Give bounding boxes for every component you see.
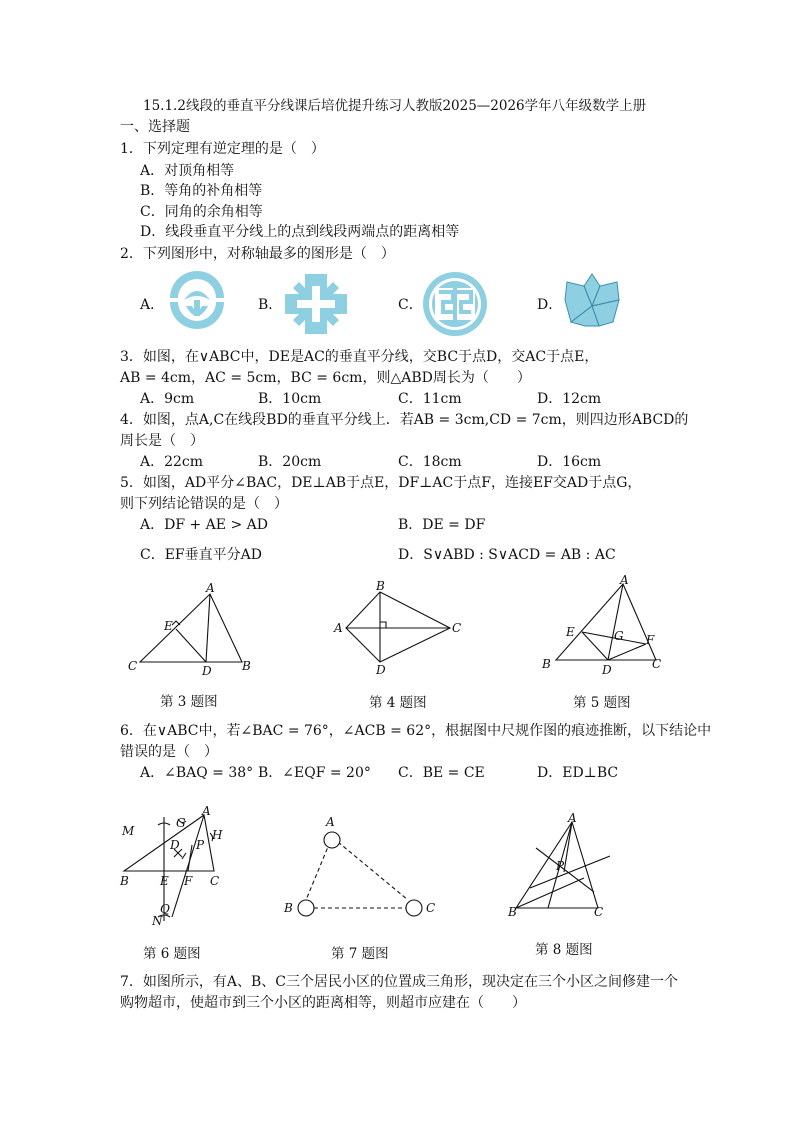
fig3-label-d: D <box>202 664 212 678</box>
fig5-label-c: C <box>652 657 662 671</box>
fig6-label-e: E <box>160 874 169 888</box>
fig6-label-m: M <box>122 824 135 838</box>
fig5-label-f: F <box>646 633 655 647</box>
q1-stem: 1．下列定理有逆定理的是（ ） <box>120 141 325 157</box>
figure-8 <box>506 812 618 922</box>
q5-option-a[interactable]: A．DF + AE > AD <box>140 517 268 533</box>
figure-5 <box>538 572 668 680</box>
fig6-label-g: G <box>176 816 186 830</box>
q4-line1: 4．如图，点A,C在线段BD的垂直平分线上．若AB = 3cm,CD = 7cm，则四边形ABCD的 <box>120 412 689 428</box>
logo-b-icon <box>283 272 349 336</box>
fig4-label-a: A <box>334 621 343 635</box>
logo-c-icon <box>421 270 489 338</box>
caption-fig8: 第 8 题图 <box>535 942 593 958</box>
q6-option-c[interactable]: C．BE = CE <box>398 765 485 781</box>
fig5-label-g: G <box>614 629 624 643</box>
q7-line1: 7．如图所示，有A、B、C三个居民小区的位置成三角形，现决定在三个小区之间修建一个 <box>120 974 679 990</box>
q6-option-b[interactable]: B．∠EQF = 20° <box>258 765 371 781</box>
fig7-label-c: C <box>426 901 436 915</box>
fig5-label-e: E <box>566 625 575 639</box>
q4-option-c[interactable]: C．18cm <box>398 454 462 470</box>
q2-option-a[interactable]: A． <box>140 297 165 313</box>
fig8-label-p: P <box>556 859 565 873</box>
fig6-label-p: P <box>196 838 205 852</box>
logo-d-icon <box>559 272 625 336</box>
fig8-label-b: B <box>508 905 517 919</box>
q6-line2: 错误的是（ ） <box>120 744 218 760</box>
q3-option-b[interactable]: B．10cm <box>258 391 322 407</box>
q2-stem: 2．下列图形中，对称轴最多的图形是（ ） <box>120 246 395 262</box>
fig5-label-d: D <box>602 663 612 677</box>
q4-line2: 周长是（ ） <box>120 433 204 449</box>
q6-line1: 6．在∨ABC中，若∠BAC = 76°，∠ACB = 62°，根据图中尺规作图的痕迹推断，以下结论中 <box>120 723 712 739</box>
q6-option-a[interactable]: A．∠BAQ = 38° <box>140 765 254 781</box>
q1-option-b[interactable]: B．等角的补角相等 <box>140 183 263 199</box>
fig6-label-a: A <box>202 804 211 818</box>
q5-line1: 5．如图，AD平分∠BAC，DE⊥AB于点E，DF⊥AC于点F，连接EF交AD于点G， <box>120 475 642 491</box>
fig3-label-a: A <box>206 581 215 595</box>
q3-line1: 3．如图，在∨ABC中，DE是AC的垂直平分线，交BC于点D，交AC于点E， <box>120 349 599 365</box>
q4-option-a[interactable]: A．22cm <box>140 454 204 470</box>
q1-option-a[interactable]: A．对顶角相等 <box>140 163 235 179</box>
figure-3 <box>120 580 260 680</box>
section-heading: 一、选择题 <box>120 119 190 135</box>
q6-option-d[interactable]: D．ED⊥BC <box>537 765 619 781</box>
fig4-label-c: C <box>452 621 462 635</box>
figure-6 <box>116 804 228 928</box>
fig7-label-b: B <box>284 901 293 915</box>
q3-option-c[interactable]: C．11cm <box>398 391 462 407</box>
fig6-label-f: F <box>184 874 193 888</box>
q3-option-d[interactable]: D．12cm <box>537 391 602 407</box>
fig3-label-c: C <box>128 659 138 673</box>
fig4-label-d: D <box>376 663 386 677</box>
q7-line2: 购物超市，使超市到三个小区的距离相等，则超市应建在（ ） <box>120 995 526 1011</box>
caption-fig4: 第 4 题图 <box>369 695 427 711</box>
fig6-label-n: N <box>152 914 163 928</box>
figure-7 <box>280 812 440 922</box>
q2-option-c[interactable]: C． <box>398 297 423 313</box>
q2-option-b[interactable]: B． <box>258 297 283 313</box>
q4-option-b[interactable]: B．20cm <box>258 454 322 470</box>
fig7-label-a: A <box>326 815 335 829</box>
q2-option-d[interactable]: D． <box>537 297 563 313</box>
page-title: 15.1.2线段的垂直平分线课后培优提升练习人教版2025—2026学年八年级数学上册 <box>143 98 647 114</box>
q3-line2: AB = 4cm，AC = 5cm，BC = 6cm，则△ABD周长为（ ） <box>120 370 531 386</box>
fig5-label-a: A <box>620 573 629 587</box>
fig6-label-h: H <box>212 828 223 842</box>
fig6-label-c: C <box>210 874 220 888</box>
fig8-label-c: C <box>594 905 604 919</box>
caption-fig7: 第 7 题图 <box>331 946 389 962</box>
q5-option-c[interactable]: C．EF垂直平分AD <box>140 547 262 563</box>
q3-option-a[interactable]: A．9cm <box>140 391 195 407</box>
fig3-label-e: E <box>164 619 173 633</box>
fig3-label-b: B <box>242 659 251 673</box>
q1-option-d[interactable]: D．线段垂直平分线上的点到线段两端点的距离相等 <box>140 224 460 240</box>
fig5-label-b: B <box>542 657 551 671</box>
fig6-label-d: D <box>170 838 180 852</box>
logo-a-icon <box>164 272 230 336</box>
q1-option-c[interactable]: C．同角的余角相等 <box>140 204 263 220</box>
fig6-label-q: Q <box>160 902 170 916</box>
q5-option-d[interactable]: D．S∨ABD : S∨ACD = AB : AC <box>398 547 616 563</box>
fig4-label-b: B <box>376 579 385 593</box>
fig8-label-a: A <box>568 811 577 825</box>
caption-fig3: 第 3 题图 <box>160 694 218 710</box>
caption-fig5: 第 5 题图 <box>573 695 631 711</box>
caption-fig6: 第 6 题图 <box>143 946 201 962</box>
fig6-label-b: B <box>120 874 129 888</box>
figure-4 <box>332 580 472 680</box>
q4-option-d[interactable]: D．16cm <box>537 454 602 470</box>
q5-line2: 则下列结论错误的是（ ） <box>120 496 288 512</box>
q5-option-b[interactable]: B．DE = DF <box>398 517 486 533</box>
